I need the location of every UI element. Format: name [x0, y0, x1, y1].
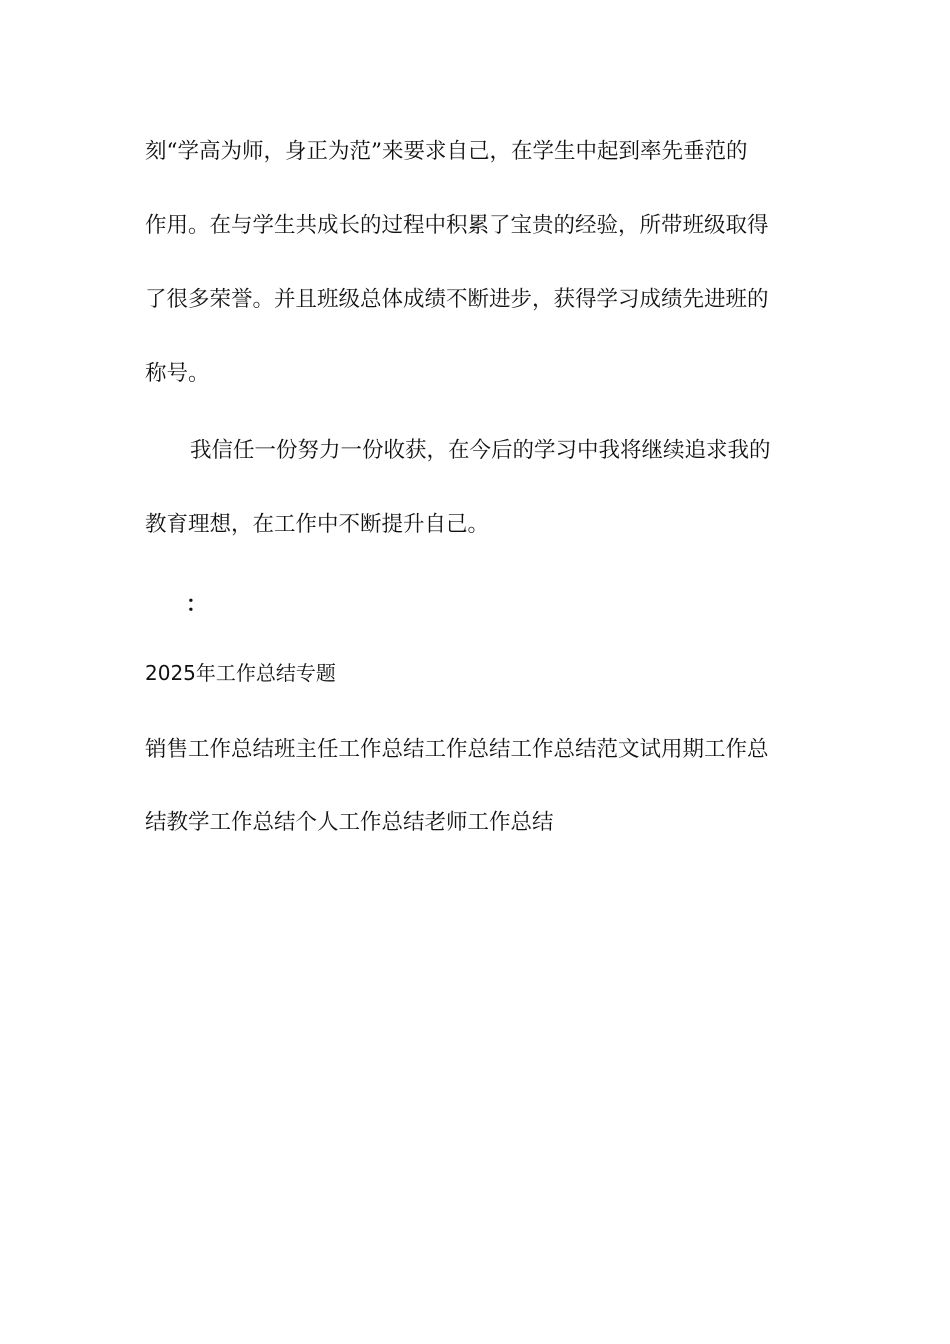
paragraph-1-line-1: 刻“学高为师，身正为范”来要求自己，在学生中起到率先垂范的 — [145, 139, 748, 164]
paragraph-1-line-2: 作用。在与学生共成长的过程中积累了宝贵的经验，所带班级取得 — [145, 213, 769, 238]
paragraph-1-line-4: 称号。 — [145, 361, 210, 386]
topic-links-line-2: 结教学工作总结个人工作总结老师工作总结 — [145, 810, 554, 835]
paragraph-2-line-1: 我信任一份努力一份收获，在今后的学习中我将继续追求我的 — [190, 438, 771, 463]
topic-links-line-1: 销售工作总结班主任工作总结工作总结工作总结范文试用期工作总 — [145, 737, 769, 762]
colon-mark: ： — [186, 591, 207, 616]
topic-title: 2025年工作总结专题 — [145, 661, 336, 685]
paragraph-1-line-3: 了很多荣誉。并且班级总体成绩不断进步，获得学习成绩先进班的 — [145, 287, 769, 312]
paragraph-2-line-2: 教育理想，在工作中不断提升自己。 — [145, 512, 490, 537]
